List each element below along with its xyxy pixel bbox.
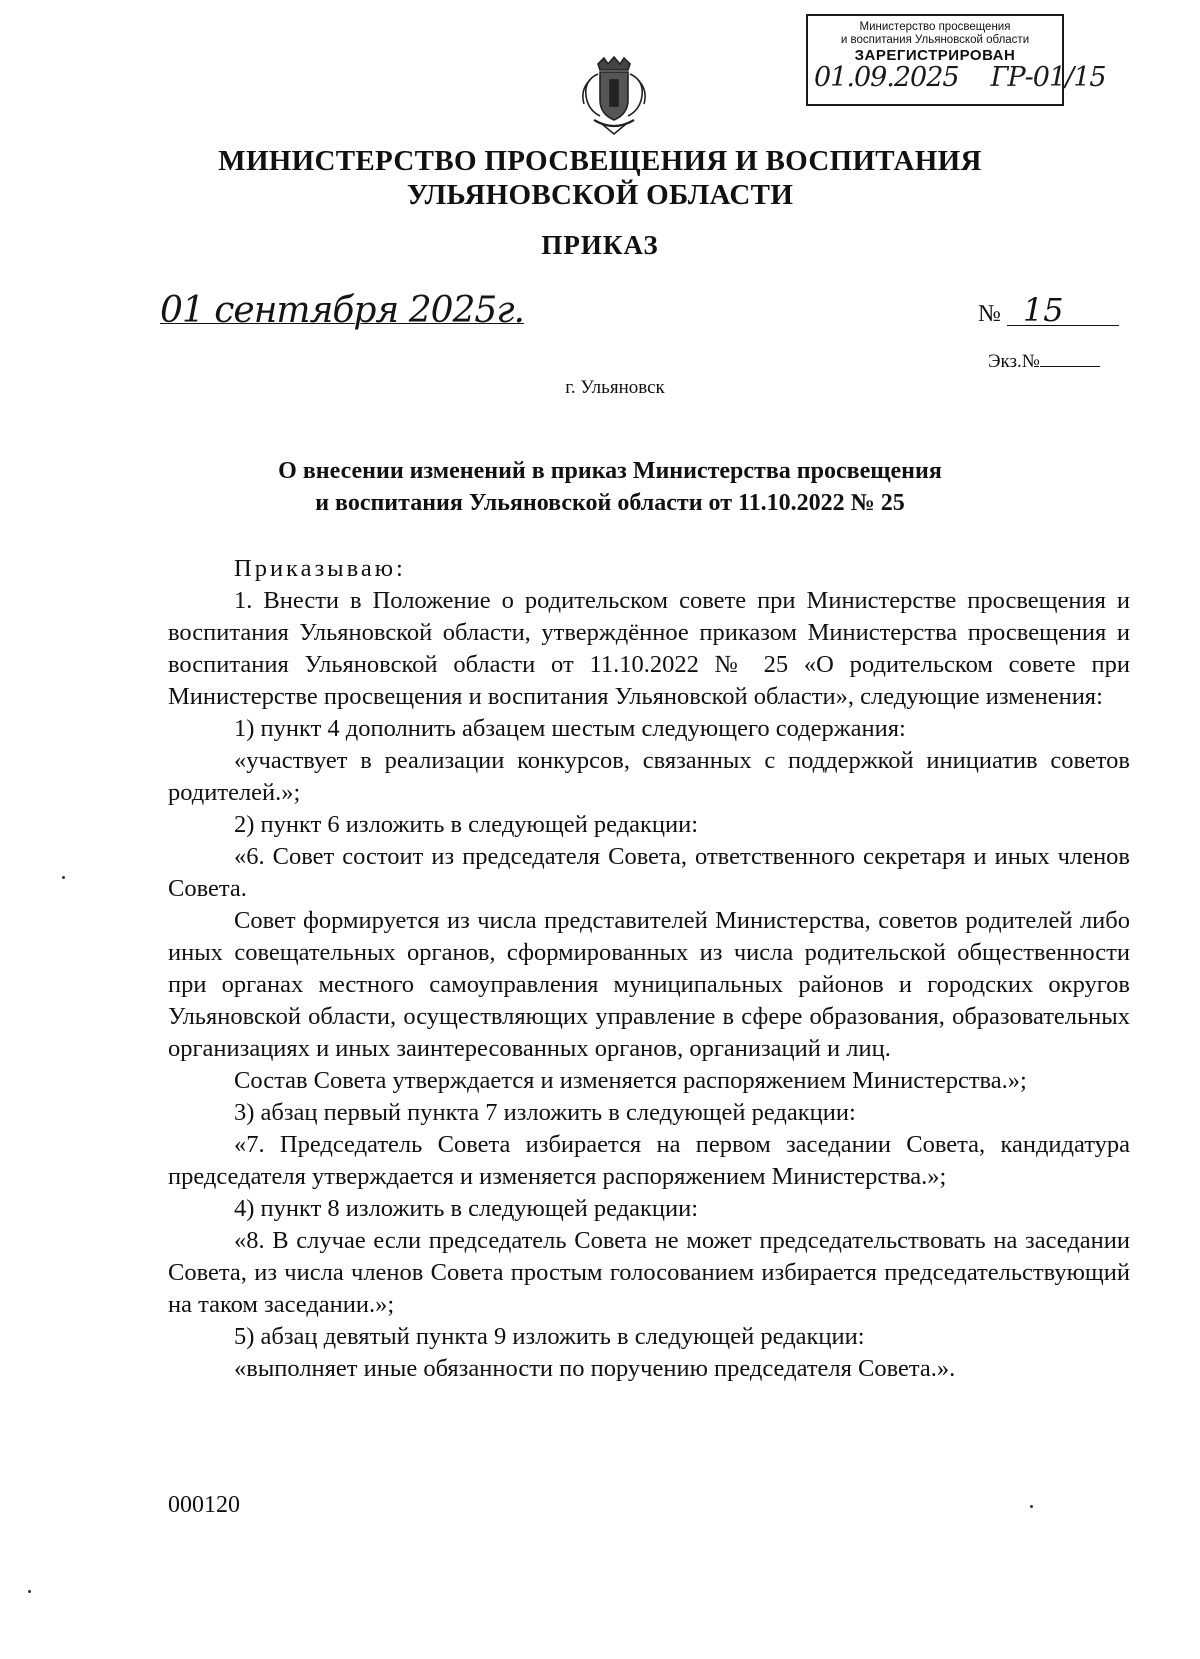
scan-speck	[62, 876, 65, 879]
body-paragraph: 3) абзац первый пункта 7 изложить в следующей редакции:	[234, 1099, 856, 1126]
order-subject	[160, 455, 1060, 519]
subject-line-1: О внесении изменений в приказ Министерства просвещения	[278, 458, 942, 484]
ministry-line-1: МИНИСТЕРСТВО ПРОСВЕЩЕНИЯ И ВОСПИТАНИЯ	[218, 145, 982, 177]
body-paragraph: «7. Председатель Совета избирается на первом заседании Совета, кандидатура председателя утверждается и изменяется распоряжением Министерства.»;	[168, 1131, 1130, 1190]
body-paragraph: «участвует в реализации конкурсов, связанных с поддержкой инициатив советов родителей.»;	[168, 747, 1130, 806]
stamp-line-2: и воспитания Ульяновской области	[840, 34, 1030, 46]
body-paragraph: «6. Совет состоит из председателя Совета, ответственного секретаря и иных членов Совета.	[168, 843, 1130, 902]
copy-number-row	[988, 348, 1100, 373]
body-paragraph: 2) пункт 6 изложить в следующей редакции:	[234, 811, 699, 838]
body-paragraph: 1. Внести в Положение о родительском совете при Министерстве просвещения и воспитания Ульяновской области, утверждённое приказом Министерства просвещения и воспитания Ульяновской области от 11.10.2022 № 25 «О родительском совете при Министерстве просвещения и воспитания Ульяновской области», следующие изменения:	[168, 587, 1130, 710]
city: г. Ульяновск	[565, 377, 665, 398]
coat-of-arms-icon	[576, 56, 652, 136]
body-paragraph: 1) пункт 4 дополнить абзацем шестым следующего содержания:	[234, 715, 906, 742]
subject-line-2: и воспитания Ульяновской области от 11.10.2022 № 25	[315, 490, 905, 516]
body-paragraph: «8. В случае если председатель Совета не может председательствовать на заседании Совета, из числа членов Совета простым голосованием избирается председательствующий на таком заседании.»;	[168, 1227, 1130, 1318]
body-paragraph: Состав Совета утверждается и изменяется распоряжением Министерства.»;	[234, 1067, 1027, 1094]
copy-blank-line	[1040, 348, 1100, 367]
order-body	[168, 553, 1130, 1385]
stamp-reg-number: ГР-01/15	[990, 62, 1106, 93]
stamp-date: 01.09.2025	[814, 62, 959, 93]
body-paragraph: «выполняет иные обязанности по поручению председателя Совета.».	[234, 1355, 956, 1382]
handwritten-date: 01 сентября 2025г.	[160, 290, 524, 331]
ministry-name	[0, 144, 1200, 212]
document-code: 000120	[168, 1492, 240, 1518]
ministry-line-2: УЛЬЯНОВСКОЙ ОБЛАСТИ	[406, 179, 794, 211]
number-label: №	[978, 301, 1001, 327]
copy-label: Экз.№	[988, 351, 1040, 372]
body-paragraph: Приказываю:	[234, 555, 406, 582]
stamp-registered: ЗАРЕГИСТРИРОВАН	[854, 47, 1016, 64]
order-number: 15	[1007, 295, 1119, 326]
order-number-row	[978, 291, 1133, 329]
body-paragraph: 5) абзац девятый пункта 9 изложить в следующей редакции:	[234, 1323, 865, 1350]
order-title: ПРИКАЗ	[541, 230, 659, 260]
body-paragraph: 4) пункт 8 изложить в следующей редакции:	[234, 1195, 699, 1222]
scan-speck	[28, 1590, 31, 1593]
stamp-handwriting	[808, 62, 1106, 93]
scan-speck	[1030, 1505, 1033, 1508]
body-paragraph: Совет формируется из числа представителей Министерства, советов родителей либо иных совещательных органов, сформированных из числа родительской общественности при органах местного самоуправления муниципальных районов и городских округов Ульяновской области, осуществляющих управление в сфере образования, образовательных организациях и иных заинтересованных органов, организаций и лиц.	[168, 907, 1130, 1062]
registration-stamp	[806, 14, 1106, 106]
stamp-line-1: Министерство просвещения	[859, 21, 1011, 33]
